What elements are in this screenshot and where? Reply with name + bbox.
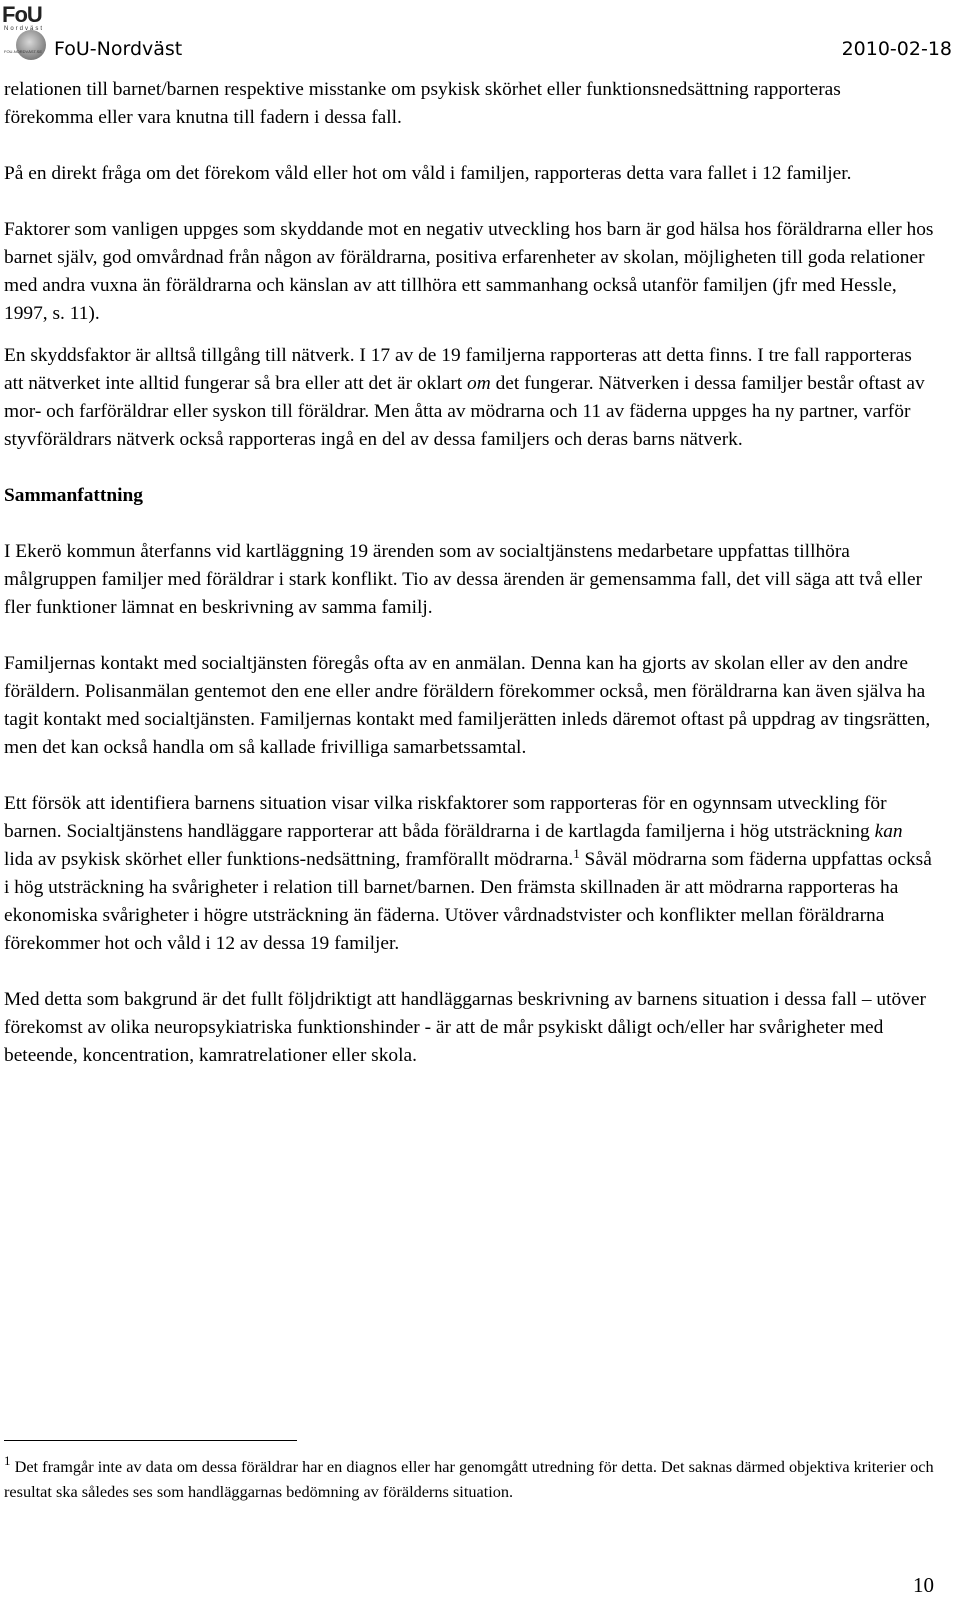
logo-text: FoU bbox=[2, 2, 42, 27]
paragraph-3: Faktorer som vanligen uppges som skyddande mot en negativ utveckling hos barn är god hälsa hos föräldrarna eller hos barnet själv, god omvårdnad från någon av föräldrarna, positiva erfarenheter av skolan, möjligheten till goda relationer med andra vuxna än föräldrarna och känslan av att tillhöra ett sammanhang också utanför familjen (jfr med Hessle, 1997, s. 11). bbox=[4, 219, 934, 324]
paragraph-6: Familjernas kontakt med socialtjänsten föregås ofta av en anmälan. Denna kan ha gjorts av skolan eller av den andre föräldern. Polisanmälan gentemot den ene eller andre föräldern förekommer också, men föräldrarna kan även själva ha tagit kontakt med socialtjänsten. Familjernas kontakt med familjerätten inleds däremot oftast på uppdrag av tingsrätten, men det kan också handla om så kallade frivilliga samarbetssamtal. bbox=[4, 653, 931, 758]
footnote-marker: 1 bbox=[4, 1453, 11, 1468]
paragraph-1: relationen till barnet/barnen respektive misstanke om psykisk skörhet eller funktionsnedsättning rapporteras förekomma eller vara knutna till fadern i dessa fall. bbox=[4, 79, 841, 128]
logo-face-icon bbox=[16, 30, 46, 60]
header-organization: FoU-Nordväst bbox=[54, 38, 183, 60]
paragraph-7-part-c: Såväl mödrarna som fäderna uppfattas också i hög utsträckning ha svårigheter i relation till barnet/barnen. Den främsta skillnaden är att mödrarna rapporteras ha ekonomiska svårigheter i högre utsträckning än fäderna. Utöver vårdnadstvister och konflikter mellan föräldrarna förekommer hot och våld i 12 av dessa 19 familjer. bbox=[4, 849, 932, 954]
paragraph-5: I Ekerö kommun återfanns vid kartläggning 19 ärenden som av socialtjänstens medarbetare uppfattas tillhöra målgruppen familjer med föräldrar i stark konflikt. Tio av dessa ärenden är gemensamma fall, det vill säga att två eller fler funktioner lämnat en beskrivning av samma familj. bbox=[4, 541, 923, 618]
footnote bbox=[4, 1454, 934, 1504]
section-heading: Sammanfattning bbox=[4, 485, 143, 506]
page-number: 10 bbox=[913, 1573, 934, 1597]
paragraph-4-emphasis: om bbox=[467, 373, 491, 394]
paragraph-7-part-a: Ett försök att identifiera barnens situation visar vilka riskfaktorer som rapporteras för en ogynnsam utveckling för barnen. Socialtjänstens handläggare rapporterar att båda föräldrarna i de kartlagda familjerna i hög utsträckning bbox=[4, 793, 887, 842]
paragraph-4-part-b: det fungerar. Nätverken i dessa familjer består oftast av mor- och farföräldrar eller syskon till föräldrar. Men åtta av mödrarna och 11 av fäderna uppges ha ny partner, varför styvföräldrars nätverk också rapporteras ingå en del av dessa familjers och deras barns nätverk. bbox=[4, 373, 925, 450]
paragraph-7 bbox=[4, 790, 934, 958]
paragraph-7-part-b: lida av psykisk skörhet eller funktions-nedsättning, framförallt mödrarna. bbox=[4, 849, 574, 870]
paragraph-2: På en direkt fråga om det förekom våld eller hot om våld i familjen, rapporteras detta vara fallet i 12 familjer. bbox=[4, 163, 852, 184]
footnote-separator bbox=[4, 1440, 297, 1441]
logo-subtext: Nordväst bbox=[4, 26, 45, 32]
logo-tagline: FOU-NORDVÄST.SE bbox=[4, 49, 43, 54]
paragraph-4-part-a: En skyddsfaktor är alltså tillgång till nätverk. I 17 av de 19 familjerna rapporteras att detta finns. I tre fall rapporteras att nätverket inte alltid fungerar så bra eller att det är oklart bbox=[4, 345, 912, 394]
paragraph-8: Med detta som bakgrund är det fullt följdriktigt att handläggarnas beskrivning av barnens situation i dessa fall – utöver förekomst av olika neuropsykiatriska funktionshinder - är att de mår psykiskt dåligt och/eller har svårigheter med beteende, koncentration, kamratrelationer eller skola. bbox=[4, 989, 926, 1066]
header-date: 2010-02-18 bbox=[841, 38, 952, 60]
paragraph-7-emphasis: kan bbox=[874, 821, 903, 842]
document-body bbox=[4, 76, 934, 1070]
footnote-text: Det framgår inte av data om dessa föräldrar har en diagnos eller har genomgått utredning för detta. Det saknas därmed objektiva kriterier och resultat ska således ses som handläggarnas bedömning av förälderns situation. bbox=[4, 1457, 934, 1501]
paragraph-4 bbox=[4, 342, 934, 454]
fou-logo bbox=[2, 2, 48, 62]
footnote-reference[interactable]: 1 bbox=[573, 846, 580, 861]
page-header bbox=[0, 0, 960, 66]
